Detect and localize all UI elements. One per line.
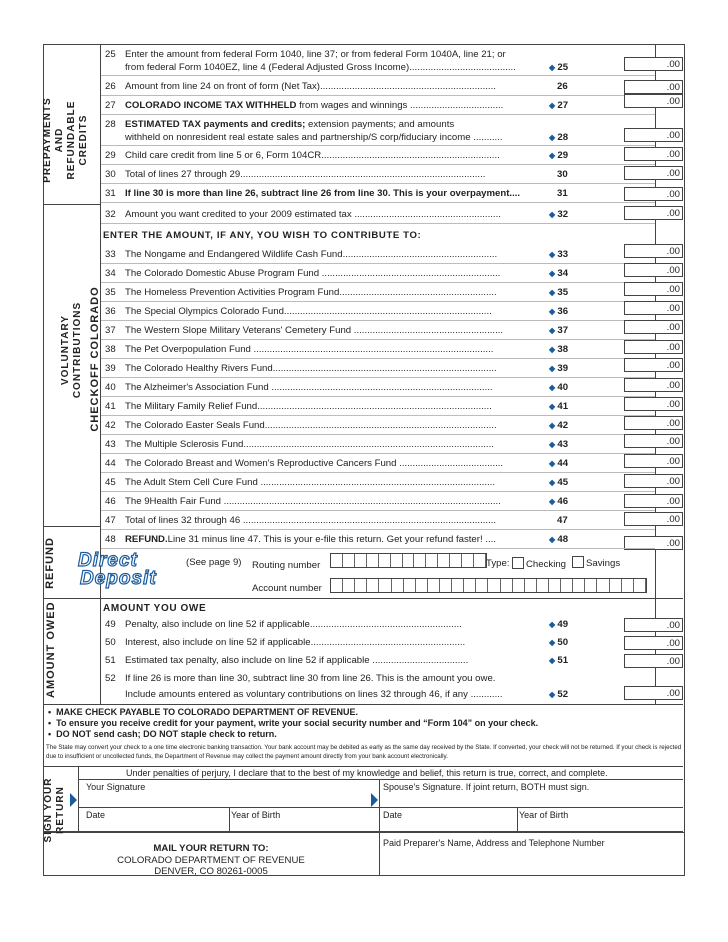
amount-field-line-25[interactable]: .00 [624,57,683,71]
amount-field-line-33[interactable]: .00 [624,244,683,258]
amount-field-line-29[interactable]: .00 [624,147,683,161]
line-ref-number: 39 [557,363,569,374]
checkoff-label: CHECKOFF COLORADO [89,286,101,432]
amount-field-line-45[interactable]: .00 [624,474,683,488]
line-text [125,514,496,527]
line-36 [105,305,575,318]
amount-field-line-48[interactable]: .00 [624,536,683,550]
line-ref-number: 31 [557,188,568,199]
line-48 [105,533,575,546]
line-47 [105,514,575,527]
line-ref-number: 46 [557,496,569,507]
line-text-main: The Adult Stem Cell Cure Fund ........................................................................................ [125,477,496,488]
line-text-2: Include amounts entered as voluntary contributions on lines 32 through 46, if any ............ [125,689,503,700]
amount-field-line-49[interactable]: .00 [624,618,683,632]
diamond-icon: ◆ [549,250,558,259]
bullet-3-text: DO NOT send cash; DO NOT staple check to return. [56,729,277,739]
line-text-2: from federal Form 1040EZ, line 4 (Federal Adjusted Gross Income)........................................ [125,62,516,73]
diamond-icon: ◆ [549,620,558,629]
amount-field-line-42[interactable]: .00 [624,416,683,430]
line-ref [549,400,568,413]
amount-field-line-41[interactable]: .00 [624,397,683,411]
line-ref [549,99,568,112]
line-text [125,80,496,93]
amount-field-line-40[interactable]: .00 [624,378,683,392]
line-text [125,495,501,508]
diamond-icon: ◆ [549,210,558,219]
checking-label: Checking [526,559,566,570]
line-number: 47 [105,515,116,526]
line-ref [549,495,568,508]
line-number: 32 [105,209,116,220]
sign-arrow-icon [70,793,77,807]
value-column-divider [655,44,656,704]
line-ref [549,324,568,337]
amount-field-line-35[interactable]: .00 [624,282,683,296]
routing-label: Routing number [252,560,321,571]
line-text [125,305,492,318]
line-ref [549,381,568,394]
line-37 [105,324,575,337]
row-rule [101,164,655,165]
row-rule [101,263,655,264]
line-ref-number: 43 [557,439,569,450]
row-rule [101,358,655,359]
refund-label: REFUND [44,537,56,589]
line-number: 35 [105,287,116,298]
diamond-icon: ◆ [549,656,558,665]
line-number: 45 [105,477,116,488]
amount-owed-label: AMOUNT OWED [45,601,57,698]
row-rule [101,183,655,184]
line-ref-number: 44 [557,458,569,469]
row-rule [101,377,655,378]
line-ref-number: 27 [557,100,569,111]
line-number: 43 [105,439,116,450]
amount-field-line-26[interactable]: .00 [624,80,683,94]
line-text [125,267,500,280]
line-ref [549,654,568,667]
sign-return-label: SIGN YOUR RETURN [43,777,66,843]
line-text-main: extension payments; and amounts [305,119,455,130]
line-ref-number: 35 [557,287,569,298]
line-text [125,187,520,200]
line-42 [105,419,575,432]
section-divider [43,704,683,705]
line-text-main: from wages and winnings ................................... [296,100,504,111]
line-ref [549,61,568,74]
row-rule [101,202,655,203]
sign-divider-2 [78,807,683,808]
row-rule [101,491,655,492]
line-26 [105,80,575,93]
line-text-tail: e-file this return. Get your refund faster! .... [315,534,496,545]
row-rule [101,145,655,146]
line-number: 51 [105,655,116,666]
bullet-2: • To ensure you receive credit for your payment, write your social security number and “Form 104” on your check. [48,718,539,728]
diamond-icon: ◆ [549,402,558,411]
diamond-icon: ◆ [549,307,558,316]
line-ref-number: 42 [557,420,569,431]
line-text-main: Total of lines 32 through 46 ............................................................................................... [125,515,497,526]
line-45 [105,476,575,489]
line-ref-number: 37 [557,325,569,336]
sign-divider [78,779,683,780]
line-number: 34 [105,268,116,279]
line-text [125,457,503,470]
savings-label: Savings [586,558,621,569]
line-ref-number: 47 [557,515,568,526]
line-text [125,381,493,394]
line-32 [105,208,575,221]
voluntary-label: VOLUNTARY CONTRIBUTIONS [60,301,83,399]
line-41 [105,400,575,413]
line-text-main: Amount from line 24 on front of form (Net Tax).................................................................. [125,81,496,92]
line-25 [105,48,575,74]
line-text [125,362,497,375]
line-ref [549,438,568,451]
diamond-icon: ◆ [549,326,558,335]
direct-logo-text: Direct [78,550,138,571]
row-rule [101,529,655,530]
line-text-main: The Colorado Domestic Abuse Program Fund ................................................................... [125,268,501,279]
line-text-bold: REFUND. [125,534,168,545]
line-ref [549,362,568,375]
savings-option[interactable] [572,556,620,570]
line-29 [105,149,575,162]
line-ref [549,267,568,280]
line-ref-number: 50 [557,637,569,648]
line-27 [105,99,575,112]
amount-field-line-28[interactable]: .00 [624,128,683,142]
line-text [125,208,501,221]
diamond-icon: ◆ [549,478,558,487]
line-text [125,99,503,112]
line-ref-number: 34 [557,268,569,279]
line-text-2: withheld on nonresident real estate sales and partnership/S corp/fiduciary income ........... [125,132,503,143]
spouse-signature-field[interactable] [381,790,681,804]
checking-option[interactable] [512,557,566,571]
diamond-icon: ◆ [549,288,558,297]
line-text: Estimated tax penalty, also include on line 52 if applicable .................................... [125,655,469,666]
mail-line-2: COLORADO DEPARTMENT OF REVENUE [117,855,305,866]
line-text-main: The Western Slope Military Veterans' Cemetery Fund ........................................................ [125,325,504,336]
line-ref-number: 48 [557,534,569,545]
line-ref [549,457,568,470]
line-number: 44 [105,458,116,469]
routing-number-field[interactable] [330,553,487,568]
row-rule [101,339,655,340]
line-33 [105,248,575,261]
line-46 [105,495,575,508]
diamond-icon: ◆ [549,133,558,142]
spouse-year-of-birth-label: Year of Birth [519,810,569,820]
sign-left-divider [78,766,79,831]
bullet-3: • DO NOT send cash; DO NOT staple check to return. [48,729,277,739]
line-28 [105,118,575,144]
line-ref [549,131,568,144]
section-divider [43,598,683,599]
row-rule [101,301,655,302]
amount-field-line-44[interactable]: .00 [624,454,683,468]
row-rule [101,282,655,283]
line-text-main: The Colorado Breast and Women's Reproductive Cancers Fund ....................................... [125,458,504,469]
line-number: 50 [105,637,116,648]
line-ref [549,618,568,631]
year-of-birth-label: Year of Birth [231,810,281,820]
line-number: 52 [105,673,116,684]
line-number: 41 [105,401,116,412]
line-ref [549,208,568,221]
diamond-icon: ◆ [549,421,558,430]
line-text [125,400,492,413]
savings-checkbox[interactable] [572,556,584,568]
contribute-heading: ENTER THE AMOUNT, IF ANY, YOU WISH TO CONTRIBUTE TO: [103,230,422,241]
line-number: 49 [105,619,116,630]
spouse-date-label: Date [383,810,403,820]
line-44 [105,457,575,470]
deposit-logo-text: Deposit [80,568,157,589]
line-number: 42 [105,420,116,431]
line-text [125,476,495,489]
direct-deposit-logo [72,550,180,592]
line-text [125,149,500,162]
line-ref-number: 40 [557,382,569,393]
amount-field-line-30[interactable]: .00 [624,166,683,180]
line-35 [105,286,575,299]
line-text-main: The Colorado Easter Seals Fund....................................................................................... [125,420,497,431]
line-text-main: Total of lines 27 through 29............................................................................................ [125,169,486,180]
line-text [125,286,497,299]
row-rule [101,510,655,511]
line-number: 29 [105,150,116,161]
amount-field-line-38[interactable]: .00 [624,340,683,354]
type-label: Type: [486,558,510,569]
bullet-2-text: To ensure you receive credit for your payment, write your social security number and “Form 104” on your check. [56,718,539,728]
line-ref-number: 25 [557,62,569,73]
line-text-main: Line 31 minus line 47. This is your [167,534,316,545]
amount-field-line-51[interactable]: .00 [624,654,683,668]
line-ref-number: 41 [557,401,569,412]
line-text-main: Amount you want credited to your 2009 estimated tax ....................................................... [125,209,501,220]
line-number: 25 [105,49,116,60]
line-number: 33 [105,249,116,260]
line-ref [557,168,568,181]
line-text-main: The Pet Overpopulation Fund .......................................................................................... [125,344,494,355]
line-ref-number: 49 [557,619,569,630]
line-text-main: The Multiple Sclerosis Fund.............................................................................................. [125,439,494,450]
section-divider [43,526,101,527]
line-30 [105,168,575,181]
spouse-signature-label: Spouse's Signature. If joint return, BOTH must sign. [383,782,590,792]
line-text [125,438,494,451]
diamond-icon: ◆ [549,440,558,449]
line-text: If line 26 is more than line 30, subtract line 30 from line 26. This is the amount you owe. [125,673,496,684]
line-ref [549,533,568,546]
line-ref-number: 38 [557,344,569,355]
line-31 [105,187,575,200]
line-text-main: Enter the amount from federal Form 1040, line 37; or from federal Form 1040A, line 21; or [125,49,506,60]
line-number: 36 [105,306,116,317]
diamond-icon: ◆ [549,151,558,160]
line-text-main: The 9Health Fair Fund ........................................................................................................ [125,496,501,507]
line-text-main: The Colorado Healthy Rivers Fund.................................................................................... [125,363,497,374]
amount-you-owe-heading: AMOUNT YOU OWE [103,603,207,614]
line-text-main: The Military Family Relief Fund........................................................................................ [125,401,492,412]
amount-field-line-27[interactable]: .00 [624,94,683,108]
line-number: 28 [105,119,116,130]
diamond-icon: ◆ [549,101,558,110]
line-number: 46 [105,496,116,507]
row-rule [101,434,655,435]
amount-field-line-47[interactable]: .00 [624,512,683,526]
row-rule [101,415,655,416]
amount-field-line-36[interactable]: .00 [624,301,683,315]
row-rule [101,114,655,115]
line-number: 40 [105,382,116,393]
diamond-icon: ◆ [549,690,558,699]
line-43 [105,438,575,451]
account-label: Account number [252,583,322,594]
amount-field-line-43[interactable]: .00 [624,434,683,448]
line-text-bold: If line 30 is more than line 26, subtract line 26 from line 30. This is your overpayment.... [125,188,521,199]
amount-field-line-52[interactable]: .00 [624,686,683,700]
line-text-bold: ESTIMATED TAX payments and credits; [125,119,306,130]
line-40 [105,381,575,394]
date-divider [229,807,230,831]
amount-field-line-46[interactable]: .00 [624,494,683,508]
line-text [125,248,497,261]
line-number: 38 [105,344,116,355]
line-text-main: Child care credit from line 5 or 6, Form 104CR................................................................... [125,150,500,161]
line-ref [549,149,568,162]
mail-heading: MAIL YOUR RETURN TO: [153,843,269,854]
line-text [125,48,506,61]
line-ref-number: 33 [557,249,569,260]
row-rule [101,75,655,76]
line-text-bold: COLORADO INCOME TAX WITHHELD [125,100,297,111]
line-text [125,343,493,356]
line-ref [557,514,568,527]
bullet-1: • MAKE CHECK PAYABLE TO COLORADO DEPARTMENT OF REVENUE. [48,707,359,717]
line-text: Interest, also include on line 52 if applicable.......................................................... [125,637,466,648]
row-rule [101,95,655,96]
line-text: Penalty, also include on line 52 if applicable......................................................... [125,619,462,630]
amount-field-line-34[interactable]: .00 [624,263,683,277]
line-number: 30 [105,169,116,180]
line-ref [557,187,568,200]
amount-field-line-50[interactable]: .00 [624,636,683,650]
line-text [125,533,496,546]
line-text [125,419,497,432]
line-ref-number: 45 [557,477,569,488]
line-text-main: The Nongame and Endangered Wildlife Cash Fund.......................................................... [125,249,498,260]
date-label: Date [86,810,106,820]
line-text-main: The Alzheimer's Association Fund ................................................................................... [125,382,493,393]
amount-field-line-32[interactable]: .00 [624,206,683,220]
line-ref [549,286,568,299]
prepayments-label: PREPAYMENTS AND REFUNDABLE CREDITS [42,97,89,183]
line-number: 27 [105,100,116,111]
amount-field-line-37[interactable]: .00 [624,320,683,334]
line-ref [549,419,568,432]
line-number: 31 [105,188,116,199]
declaration-text: Under penalties of perjury, I declare that to the best of my knowledge and belief, this return is true, correct, and complete. [126,768,608,778]
line-34 [105,267,575,280]
diamond-icon: ◆ [549,638,558,647]
line-text-main: The Homeless Prevention Activities Program Fund........................................................... [125,287,497,298]
line-text-main: The Special Olympics Colorado Fund.............................................................................. [125,306,492,317]
line-number: 37 [105,325,116,336]
row-rule [101,453,655,454]
row-rule [101,320,655,321]
line-ref-number: 26 [557,81,568,92]
diamond-icon: ◆ [549,535,558,544]
row-rule [101,223,655,224]
row-rule [101,396,655,397]
diamond-icon: ◆ [549,345,558,354]
mail-line-3: DENVER, CO 80261-0005 [154,866,268,877]
line-ref [549,305,568,318]
line-ref-number: 28 [557,132,569,143]
line-text [125,168,485,181]
line-ref-number: 51 [557,655,569,666]
line-number: 39 [105,363,116,374]
diamond-icon: ◆ [549,269,558,278]
line-ref-number: 30 [557,169,568,180]
line-ref [549,476,568,489]
line-ref-number: 52 [557,689,569,700]
bullet-1-text: MAKE CHECK PAYABLE TO COLORADO DEPARTMENT OF REVENUE. [56,707,359,717]
line-text [125,324,503,337]
line-number: 48 [105,534,116,545]
line-ref-number: 36 [557,306,569,317]
line-text [125,118,454,131]
amount-field-line-39[interactable]: .00 [624,358,683,372]
line-ref [549,688,568,701]
row-rule [101,472,655,473]
diamond-icon: ◆ [549,383,558,392]
amount-field-line-31[interactable]: .00 [624,187,683,201]
checking-checkbox[interactable] [512,557,524,569]
line-number: 26 [105,81,116,92]
fineprint: The State may convert your check to a one time electronic banking transaction. Your bank account may be debited as early as the same day received by the State. If converted, your check will not be returned. If your check is rejected due to insufficient or uncollected funds, the Department of Revenue may collect the payment amount directly from your bank account electronically. [46,744,682,760]
line-ref [549,636,568,649]
row-rule [101,548,655,549]
account-number-field[interactable] [330,578,647,593]
diamond-icon: ◆ [549,63,558,72]
diamond-icon: ◆ [549,497,558,506]
line-ref-number: 29 [557,150,569,161]
diamond-icon: ◆ [549,459,558,468]
date-divider-2 [517,807,518,831]
see-page-note: (See page 9) [186,557,242,568]
preparer-label: Paid Preparer's Name, Address and Telephone Number [383,838,605,848]
your-signature-field[interactable] [80,790,376,804]
line-ref [549,343,568,356]
line-ref [549,248,568,261]
line-ref-number: 32 [557,209,569,220]
line-ref [557,80,568,93]
line-38 [105,343,575,356]
diamond-icon: ◆ [549,364,558,373]
line-39 [105,362,575,375]
sign-arrow-icon-2 [371,793,378,807]
your-signature-label: Your Signature [86,782,146,792]
